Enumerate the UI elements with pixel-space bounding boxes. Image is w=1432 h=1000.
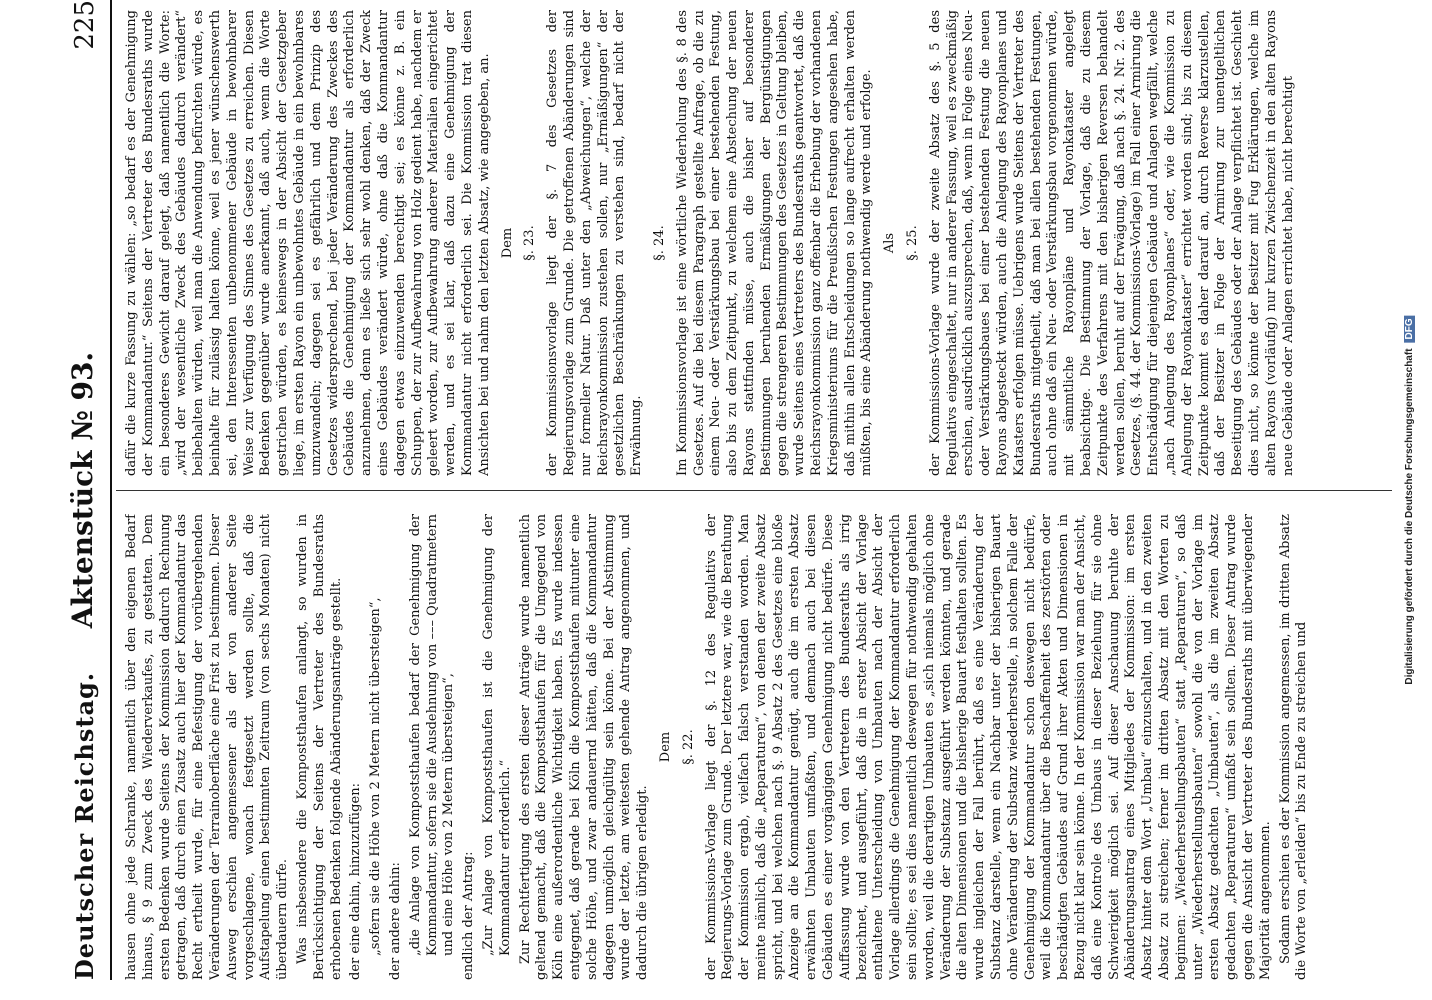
- right-column-paragraph: Als: [882, 232, 898, 254]
- scanned-page: [58, 0, 1398, 980]
- left-column-paragraph: Dem: [657, 731, 673, 763]
- left-column-paragraph: Was insbesondere die Kompoststhaufen anlangt, so wurden in Berücksichtigung der Seitens der Vertreter des Bundesraths erhobenen Bedenken folgende Abänderungsanträge gestellt.: [294, 514, 344, 980]
- right-column: [124, 10, 1390, 476]
- right-column-paragraph: §. 23.: [522, 225, 538, 261]
- left-column-paragraph: der eine dahin, hinzuzufügen:: [348, 783, 364, 980]
- right-column-paragraph: §. 24.: [651, 225, 667, 261]
- right-column-paragraph: §. 25.: [905, 225, 921, 261]
- digitization-note: [1404, 315, 1415, 684]
- left-column-paragraph: der Kommissions-Vorlage liegt der §. 12 des Regulativs der Regierungs-Vorlage zum Grunde. Der letztere war, wie die Berathung der Kommission ergab, vielfach falsch verstanden worden. Man meinte nämlich, daß die „Reparaturen“, von denen der zweite Absatz spricht, und bei welchen nach §. 9 Absatz 2 des Gesetzes eine bloße Anzeige an die Kommandantur genügt, auch die im ersten Absatz erwähnten Umbauten umfaßten, und demnach auch bei diesen Gebäuden es einer vorgängigen Genehmigung nicht bedürfe. Diese Auffassung wurde von den Vertretern des Bundesraths als irrig bezeichnet, und ausgeführt, daß die in erster Absicht der Vorlage enthaltene Unterscheidung von Umbauten nach der Absicht der Vorlage allerdings die Genehmigung der Kommandantur erforderlich sein sollte; es sei dies namentlich deswegen für nothwendig gehalten worden, weil die derartigen Umbauten es „sich niemals möglich ohne Veränderung der Substanz ausgeführt werden könnten, und gerade die alten Dimensionen und die bisherige Bauart festhalten sollten. Es wurde ingleichen der Fall berührt, daß es eine Veränderung der Substanz darstelle, wenn ein Nachbar unter der bisherigen Bauart ohne Veränderung der Substanz wiederherstelle, in solchem Falle der Genehmigung der Kommandantur schon deswegen nicht bedürfe, weil die Kommandantur über die Beschaffenheit des zerstörten oder beschädigten Gebäudes auf Grund ihrer Akten und Dimensionen in Bezug nicht klar sein könne. In der Kommission war man der Ansicht, daß eine Kontrole des Umbaus in dieser Beziehung für sie ohne Schwierigkeit möglich sei. Auf dieser Anschauung beruhte der Abänderungsantrag eines Mitgliedes der Kommission: im ersten Absatz hinter dem Wort „Umbau“ einzuschalten, und in den zweiten Absatz zu streichen; ferner im dritten Absatz mit den Worten zu beginnen: „Wiederherstellungsbauten“ statt „Reparaturen“, so daß unter „Wiederherstellungsbauten“ sowohl die von der Vorlage im ersten Absatz gedachten „Umbauten“, als die im zweiten Absatz gedachten „Reparaturen“ umfaßt sein sollten. Dieser Antrag wurde gegen die Ansicht der Vertreter des Bundesraths mit überwiegender Majorität angenommen.: [703, 514, 1273, 980]
- left-column-paragraph: Zur Rechtfertigung des ersten dieser Anträge wurde namentlich geltend gemacht, daß die Kompoststhaufen für die Umgegend von Köln eine außerordentliche Wichtigkeit haben. Es wurde indessen entgegnet, daß gerade bei Köln die Kompoststhaufen mitunter eine solche Höhe, und zwar andauernd hätten, daß die Kommandantur dagegen unmöglich gleichgültig sein könne. Bei der Abstimmung wurde der letzte, am weitesten gehende Antrag angenommen, und dadurch die übrigen erledigt.: [517, 514, 651, 980]
- dfg-logo: DFG: [1404, 315, 1415, 342]
- left-column-paragraph: „die Anlage von Kompoststhaufen bedarf der Genehmigung der Kommandantur, sofern sie die Ausdehnung von ––– Quadratmetern und eine Höhe von 2 Metern übersteigen“,: [407, 514, 457, 956]
- left-column-paragraph: „Zur Anlage von Kompoststhaufen ist die Genehmigung der Kommandantur erforderlich.“: [480, 514, 513, 956]
- left-column-paragraph: Sodann erschien es der Kommission angemessen, im dritten Absatz die Worte von „erleiden“ bis zu Ende zu streichen und: [1277, 514, 1310, 980]
- right-column-paragraph: Im Kommissionsvorlage ist eine wörtliche Wiederholung des §. 8 des Gesetzes. Auf die bei diesem Paragraph gestellte Anfrage, ob die zu einem Neu- oder Verstärkungsbau bei einer bestehenden Festung, also bis zu dem Zeitpunkt, zu welchem eine Abstechung der neuen Rayons stattfinden müsse, auch die bisher auf besonderer Bestimmungen beruhenden Ermäßigungen der Bergünstigungen gegen die strengeren Bestimmungen des Gesetzes in Geltung bleiben, wurde Seitens eines Vertreters des Bundesraths geantwortet, daß die Reichsrayonkommission ganz offenbar die Erhebung der vorhandenen Kriegsministeriums für die Preußischen Festungen angesehen habe, daß mithin allen Entscheidungen so lange aufrecht erhalten werden müßten, bis eine Abänderung nothwendig werde und erfolge.: [674, 10, 875, 476]
- header-rule: [110, 0, 112, 980]
- left-column-paragraph: hausen ohne jede Schranke, namentlich über den eigenen Bedarf hinaus, § 9 zum Zweck des Wiederverkaufes, zu gestatten. Dem ersten Bedenken wurde Seitens der Kommission dadurch Rechnung getragen, daß durch einen Zusatz auch hier der Kommandantur das Recht ertheilt wurde, für eine Befestigung der vorübergehenden Veränderungen der Terrainoberfläche eine Frist zu bestimmen. Dieser Ausweg erschien angemessener als der von anderer Seite vorgeschlagene, wonach festgesetzt werden sollte, daß die Aufstapelung einen bestimmten Zeitraum (von sechs Monaten) nicht überdauern dürfe.: [124, 514, 291, 980]
- column-divider: [116, 490, 1392, 491]
- right-column-paragraph: der Kommissionsvorlage liegt der §. 7 des Gesetzes der Regierungsvorlage zum Grunde. Die getroffenen Abänderungen sind nur formeller Natur. Daß unter den „Abweichungen“, welche der Reichsrayonkommission zustehen sollen, nur „Ermäßigungen“ der gesetzlichen Beschränkungen zu verstehen sind, bedarf nicht der Erwähnung.: [545, 10, 645, 476]
- left-column: [124, 514, 1390, 980]
- header-left-title: Deutscher Reichstag.: [70, 671, 99, 980]
- page-header: [66, 0, 106, 980]
- digitization-note-text: Digitalisierung gefördert durch die Deutsche Forschungsgemeinschaft: [1404, 348, 1415, 685]
- left-column-paragraph: „sofern sie die Höhe von 2 Metern nicht übersteigen“,: [368, 597, 384, 956]
- right-column-paragraph: dafür die kurze Fassung zu wählen: „so bedarf es der Genehmigung der Kommandantur.“ Seitens der Vertreter des Bundesraths wurde ein besonderes Gewicht darauf gelegt, daß namentlich die Worte: „wird der wesentliche Zweck des Gebäudes dadurch verändert“ beibehalten würden, weil man die Anwendung befürchten würde, es beinhalte für zulässig halten könne, weil es jener wünschenswerth sei, den Interessenten unbenommener Gebäude in bewohnbarer Weise zur Verfügung des Sinnes des Gesetzes zu erreichen. Diesen Bedenken gegenüber wurde anerkannt, daß auch, wenn die Worte gestrichen würden, es keineswegs in der Absicht der Gesetzgeber liege, im ersten Rayon ein unbewohntes Gebäude in ein bewohnbares umzuwandeln; dagegen sei es gefährlich und dem Prinzip des Gesetzes widersprechend, bei jeder Veränderung des Zweckes des Gebäudes die Genehmigung der Kommandantur als erforderlich anzunehmen, denn es ließe sich sehr wohl denken, daß der Zweck eines Gebäudes verändert würde, ohne daß die Kommandantur dagegen etwas einzuwenden berechtigt sei; es könne z. B. ein Schuppen, der zur Aufbewahrung von Holz gedient habe, nachdem er geleert worden, zur Aufbewahrung anderer Materialien eingerichtet werden, und es sei klar, daß dazu eine Genehmigung der Kommandantur nicht erforderlich sei. Die Kommission trat diesen Ansichten bei und nahm den letzten Absatz, wie angegeben, an.: [124, 10, 492, 476]
- left-column-paragraph: §. 22.: [680, 729, 696, 765]
- left-column-paragraph: der andere dahin:: [387, 862, 403, 980]
- right-column-paragraph: der Kommissions-Vorlage wurde der zweite Absatz des §. 5 des Regulativs eingeschaltet, nur in anderer Fassung, weil es zweckmäßig erschien, ausdrücklich auszusprechen, daß, wenn in Folge eines Neu- oder Verstärkungsbaues bei einer bestehenden Festung die neuen Rayons abgesteckt würden, auch die Anlegung des Rayonplanes und Katasters erfolgen müsse. Uebrigens wurde Seitens der Vertreter des Bundesraths mitgetheilt, daß man bei allen bestehenden Festungen, auch ohne daß ein Neu- oder Verstärkungsbau vorgenommen würde, mit sämmtliche Rayonpläne und Rayonkataster angelegt beabsichtige. Die Bestimmung der Vorlage, daß die zu diesem Zeitpunkte des Verfahrens mit den bisherigen Reversen behandelt werden sollen, beruht auf der Erwägung, daß nach §. 24. Nr. 2. des Gesetzes, (§. 44. der Kommissions-Vorlage) im Fall einer Armirung die Entschädigung für diejenigen Gebäude und Anlagen wegfällt, welche „nach Anlegung des Rayonplanes“ oder, wie die Kommission zu Anlegung der Rayonkataster“ errichtet worden sind; bis zu diesem Zeitpunkte kommt es daher darauf an, durch Reverse klarzustellen, daß der Besitzer in Folge der Armirung zur unentgeltlichen Beseitigung des Gebäudes oder der Anlage verpflichtet ist. Geschieht dies nicht, so könnte der Besitzer mit Fug Erklärungen, welche im alten Rayons (vorläufig) nur kurzen Zwischenzeit in den alten Rayons neue Gebäude oder Anlagen errichtet habe, nicht berechtigt: [927, 10, 1296, 476]
- header-document-number: Aktenstück № 93.: [66, 351, 99, 629]
- page-number: 225: [70, 0, 100, 50]
- right-column-paragraph: Dem: [499, 227, 515, 259]
- left-column-paragraph: endlich der Antrag:: [461, 851, 477, 980]
